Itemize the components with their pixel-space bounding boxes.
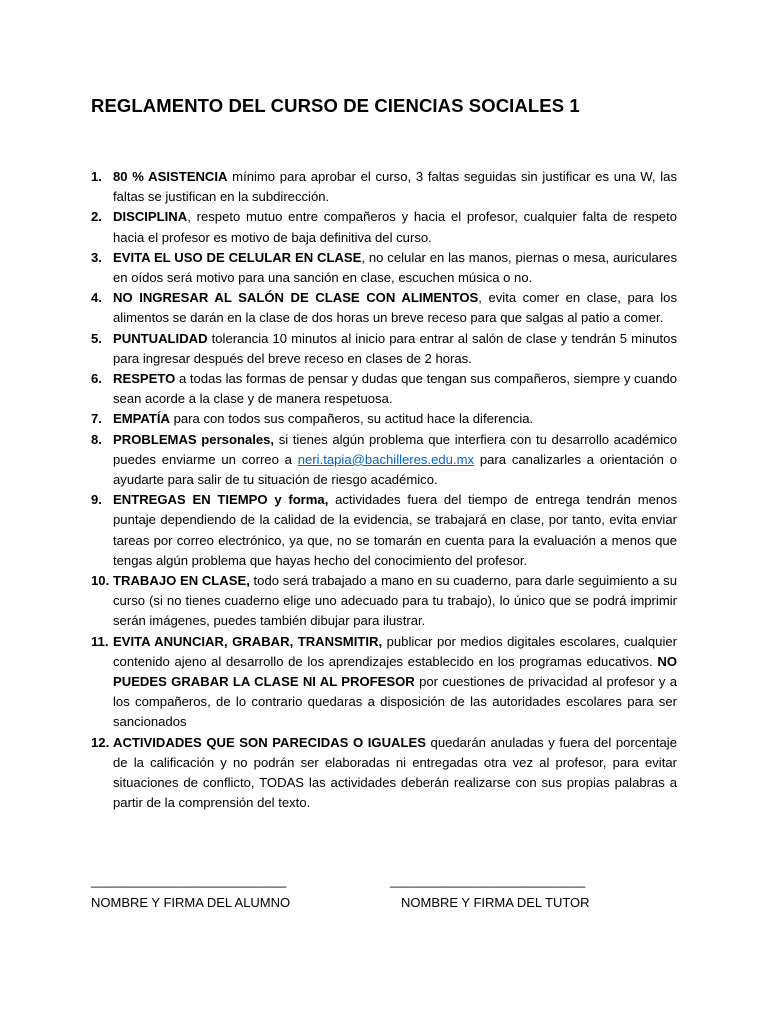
list-item [91,632,677,733]
rule-text: quedarán anuladas y fuera del porcentaje de la calificación y no podrán ser elaboradas ni entregadas otra vez al profesor, para evitar situaciones de conflicto, TODAS las actividades deberán realizarse con sus propias palabras a partir de la comprensión del texto. [113,734,677,811]
list-item [91,571,677,632]
rule-number: 11. [91,633,109,649]
rule-heading: ENTREGAS EN TIEMPO y forma, [113,492,329,508]
tutor-signature-label: NOMBRE Y FIRMA DEL TUTOR [401,895,590,910]
rule-number: 12. [91,734,110,750]
list-item [91,248,677,288]
rule-text: actividades fuera del tiempo de entrega tendrán menos puntaje dependiendo de la calidad de la evidencia, se trabajará en clase, por tanto, evita enviar tareas por correo electrónico, ya que, no se tomarán en cuenta para la evaluación a menos que tengas algún problema que hayas hecho del conocimiento del profesor. [113,492,677,568]
list-item [91,490,677,571]
rule-heading: TRABAJO EN CLASE, [113,573,250,589]
list-item [91,369,677,409]
document-title: REGLAMENTO DEL CURSO DE CIENCIAS SOCIALES 1 [91,95,580,116]
rule-number: 5. [91,330,102,346]
rule-text: , respeto mutuo entre compañeros y hacia el profesor, cualquier falta de respeto hacia el profesor es motivo de baja definitiva del curso. [113,209,677,245]
rule-text: , evita comer en clase, para los alimentos se darán en la clase de dos horas un breve receso para que salgas al patio a comer. [113,290,677,326]
rule-heading: RESPETO [113,371,176,387]
student-signature-label: NOMBRE Y FIRMA DEL ALUMNO [91,895,291,910]
rules-list [91,167,677,814]
rule-heading: PUNTUALIDAD [113,330,208,346]
list-item [91,430,677,491]
signature-line: ___________________________ [91,873,287,888]
rule-number: 6. [91,371,102,387]
rule-text: si tienes algún problema que interfiera con tu desarrollo académico puedes enviarme un correo a [113,431,677,467]
rule-heading: 80 % ASISTENCIA [113,169,228,184]
rule-heading: PROBLEMAS personales, [113,431,275,447]
rule-text: por cuestiones de privacidad al profesor y a los compañeros, de lo contrario quedaras a disposición de las autoridades escolares para ser sancionados [113,674,677,730]
rule-heading: EMPATÍA [113,411,170,427]
rule-text: tolerancia 10 minutos al inicio para entrar al salón de clase y tendrán 5 minutos para ingresar después del breve receso en clases de 2 horas. [113,330,677,366]
rule-heading: DISCIPLINA [113,209,188,225]
list-item [91,329,677,369]
rule-text: para canalizarles a orientación o ayudarte para salir de tu situación de riesgo académico. [113,451,677,488]
rule-heading: EVITA EL USO DE CELULAR EN CLASE [113,249,362,265]
rule-number: 1. [91,169,102,184]
rule-heading-secondary: NO PUEDES GRABAR LA CLASE NI AL PROFESOR [113,653,677,690]
signature-line: ___________________________ [390,873,586,888]
rule-number: 3. [91,249,102,265]
list-item [91,207,677,247]
list-item [91,733,677,814]
tutor-signature-block [390,872,590,912]
list-item [91,167,677,207]
rule-text: para con todos sus compañeros, su actitud hace la diferencia. [169,411,534,427]
rule-number: 8. [91,431,102,447]
list-item [91,409,677,429]
rule-text: mínimo para aprobar el curso, 3 faltas seguidas sin justificar es una W, las faltas se justifican en la subdirección. [113,169,677,205]
rule-number: 7. [91,411,102,427]
rule-number: 2. [91,209,102,225]
rule-text: a todas las formas de pensar y dudas que tengan sus compañeros, siempre y cuando sean acorde a la clase y de manera respetuosa. [113,371,677,407]
student-signature-block [91,872,290,912]
email-link[interactable]: neri.tapia@bachilleres.edu.mx [297,451,475,467]
rule-number: 9. [91,492,102,508]
rule-number: 4. [91,290,102,306]
rule-text: , no celular en las manos, piernas o mesa, auriculares en oídos será motivo para una sanción en clase, escuchen música o no. [113,249,677,286]
rule-text: publicar por medios digitales escolares, cualquier contenido ajeno al desarrollo de los aprendizajes establecido en los programas educativos. [113,633,677,669]
rule-number: 10. [91,573,110,589]
list-item [91,288,677,328]
rule-heading: NO INGRESAR AL SALÓN DE CLASE CON ALIMENTOS [113,290,479,306]
rule-heading: EVITA ANUNCIAR, GRABAR, TRANSMITIR, [113,633,383,649]
rule-text: todo será trabajado a mano en su cuaderno, para darle seguimiento a su curso (si no tienes cuaderno elige uno adecuado para tu trabajo), lo único que se podrá imprimir serán imágenes, puedes también dibujar para ilustrar. [113,573,677,629]
rule-heading: ACTIVIDADES QUE SON PARECIDAS O IGUALES [113,734,426,750]
